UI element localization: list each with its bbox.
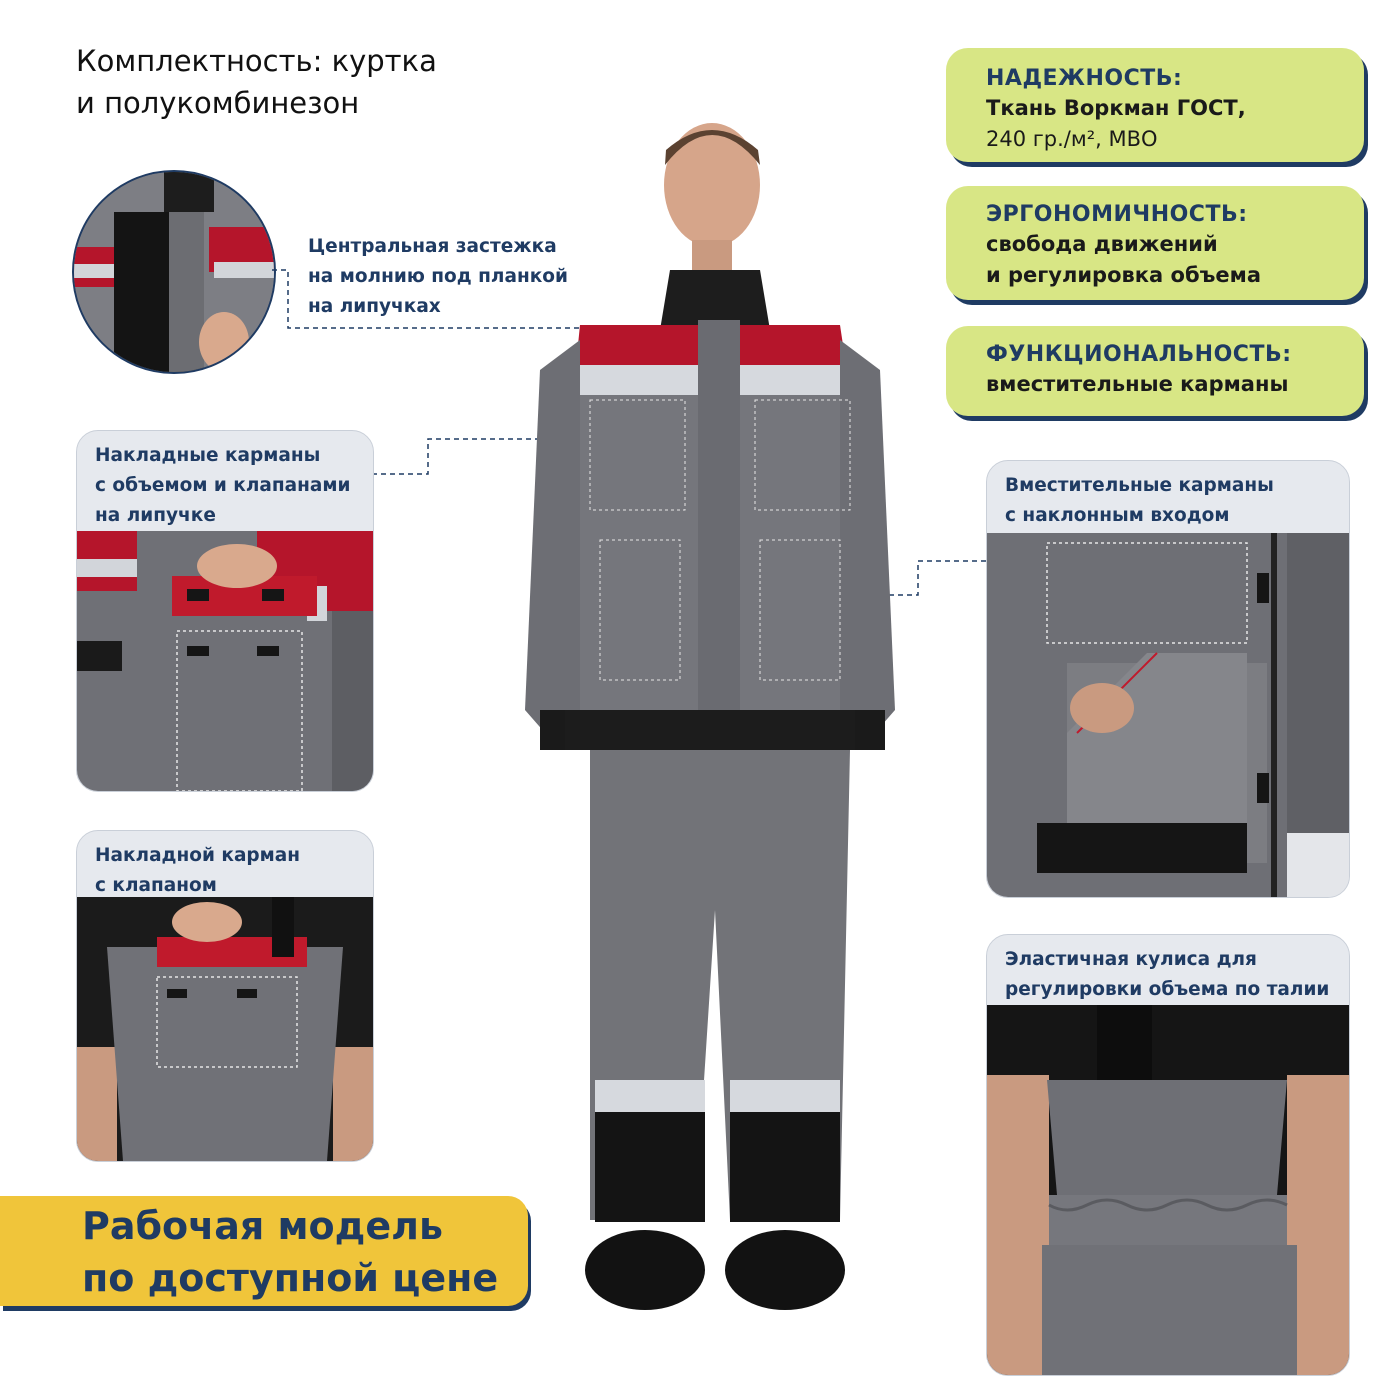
waist-detail-image [987, 1005, 1349, 1375]
callout-line: на молнию под планкой [308, 266, 568, 287]
bib-pocket-detail-image [77, 897, 373, 1161]
feature-line: и регулировка объема [986, 263, 1261, 287]
promo-banner [0, 1196, 528, 1306]
card-waist-elastic [986, 934, 1350, 1376]
callout-line: Эластичная кулиса для [1005, 949, 1257, 970]
feature-title: ЭРГОНОМИЧНОСТЬ: [986, 202, 1248, 227]
feature-line: свобода движений [986, 232, 1218, 256]
promo-line: по доступной цене [82, 1256, 499, 1300]
card-bib-pocket [76, 830, 374, 1162]
feature-title: НАДЕЖНОСТЬ: [986, 66, 1183, 91]
callout-line: с клапаном [95, 875, 217, 896]
chest-pocket-detail-image [77, 531, 373, 791]
callout-line: на липучках [308, 296, 441, 317]
feature-line: вместительные карманы [986, 372, 1289, 396]
callout-line: Накладные карманы [95, 445, 321, 466]
card-chest-pockets [76, 430, 374, 792]
callout-line: Вместительные карманы [1005, 475, 1274, 496]
callout-line: Центральная застежка [308, 236, 557, 257]
feature-title: ФУНКЦИОНАЛЬНОСТЬ: [986, 342, 1292, 367]
model-figure-image [520, 110, 900, 1350]
slant-pocket-detail-image [987, 533, 1349, 897]
feature-line: 240 гр./м², МВО [986, 127, 1158, 151]
promo-line: Рабочая модель [82, 1204, 443, 1248]
card-slant-pockets [986, 460, 1350, 898]
callout-line: регулировки объема по талии [1005, 979, 1330, 1000]
callout-line: с объемом и клапанами [95, 475, 351, 496]
callout-line: Накладной карман [95, 845, 301, 866]
title-line-1: Комплектность: куртка [76, 44, 437, 78]
callout-line: с наклонным входом [1005, 505, 1230, 526]
feature-line: Ткань Воркман ГОСТ, [986, 96, 1246, 120]
title-line-2: и полукомбинезон [76, 86, 360, 120]
callout-line: на липучке [95, 505, 216, 526]
